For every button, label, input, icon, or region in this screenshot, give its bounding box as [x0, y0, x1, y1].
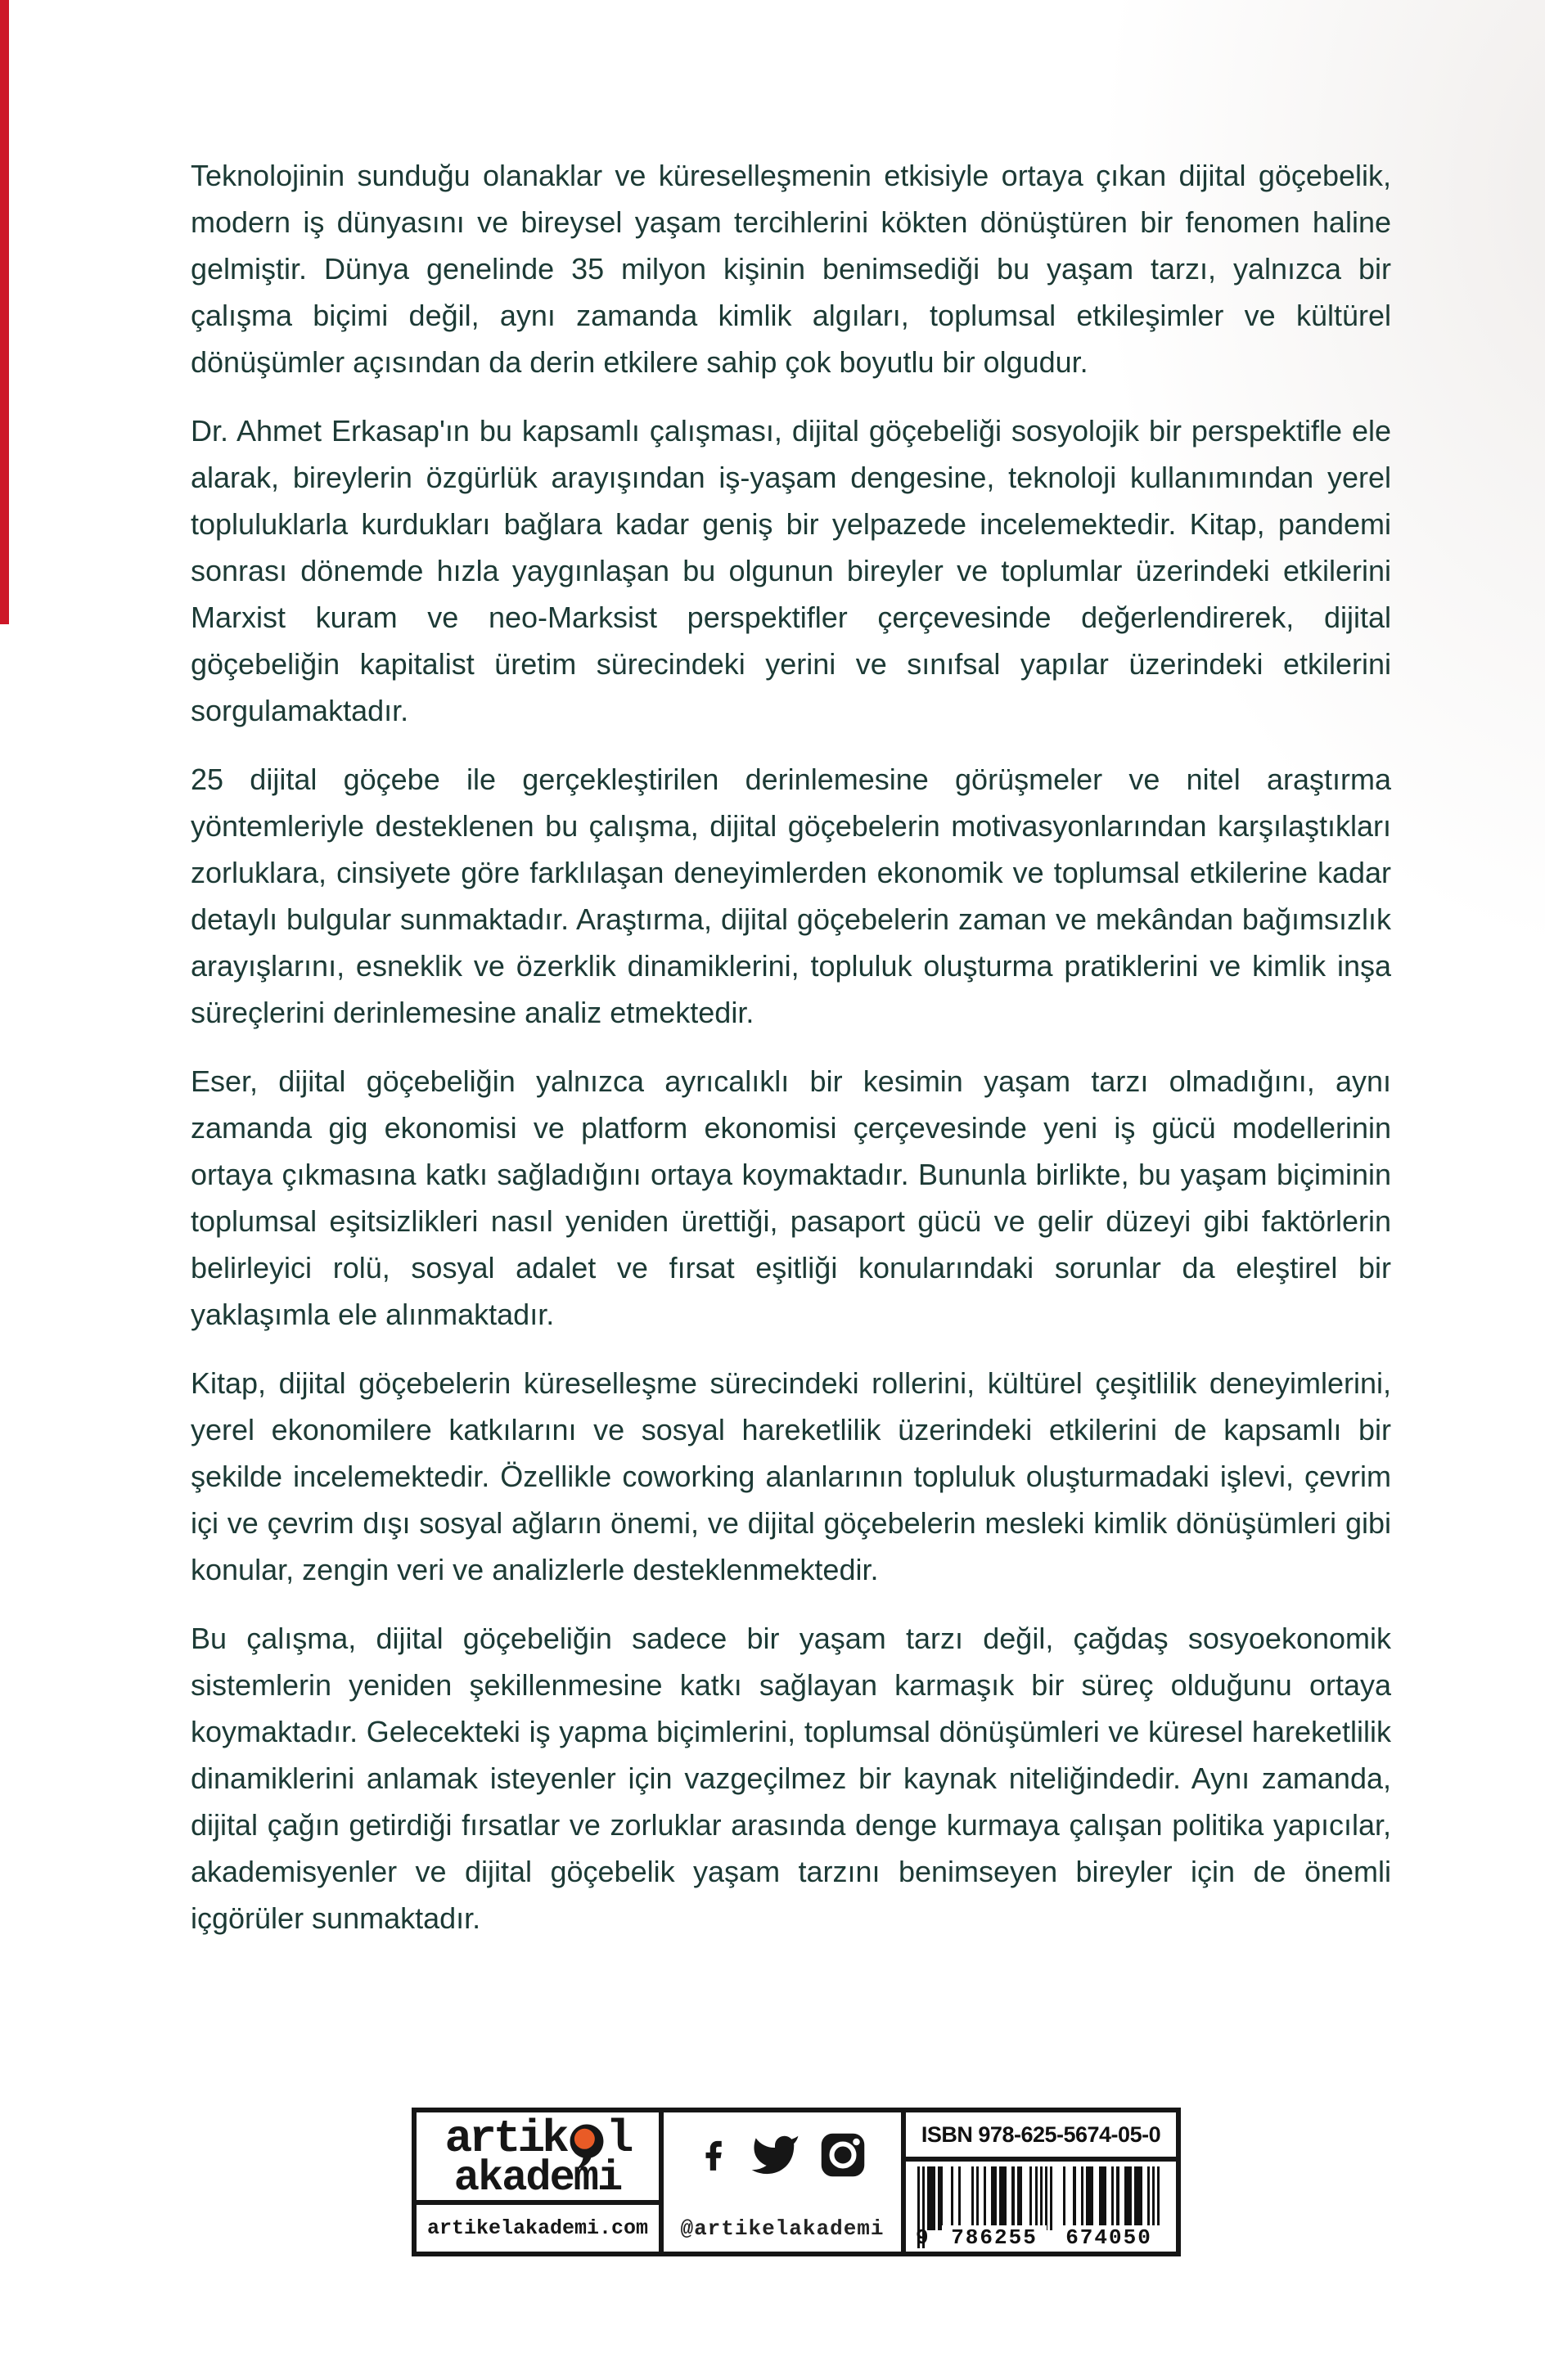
publisher-logo-cell	[417, 2112, 659, 2252]
social-media-cell	[659, 2112, 901, 2252]
spine-accent-strip	[0, 0, 9, 624]
paragraph-gig-economy: Eser, dijital göçebeliğin yalnızca ayrıcalıklı bir kesimin yaşam tarzı olmadığını, aynı zamanda gig ekonomisi ve platform ekonomisi çerçevesinde yeni iş gücü modellerinin ortaya çıkmasına katkı sağladığını ortaya koymaktadır. Bununla birlikte, bu yaşam biçiminin toplumsal eşitsizlikleri nasıl yeniden ürettiği, pasaport gücü ve gelir düzeyi gibi faktörlerin belirleyici rolü, sosyal adalet ve fırsat eşitliği konularındaki sorunlar da eleştirel bir yaklaşımla ele alınmaktadır.	[191, 1064, 1391, 1331]
barcode-digit-9: 9	[916, 2225, 929, 2250]
barcode-digits-right: 674050	[1056, 2225, 1161, 2250]
paragraph-author-study: Dr. Ahmet Erkasap'ın bu kapsamlı çalışması, dijital göçebeliği sosyolojik bir perspektifle ele alarak, bireylerin özgürlük arayışından iş-yaşam dengesine, teknoloji kullanımından yerel topluluklarla kurdukları bağlara kadar geniş bir yelpazede incelemektedir. Kitap, pandemi sonrası dönemde hızla yaygınlaşan bu olgunun bireyler ve toplumlar üzerindeki etkilerini Marxist kuram ve neo-Marksist perspektifler çerçevesinde değerlendirerek, dijital göçebeliğin kapitalist üretim sürecindeki yerini ve sınıfsal yapılar üzerindeki etkilerini sorgulamaktadır.	[191, 414, 1391, 727]
ean13-barcode	[906, 2162, 1176, 2252]
logo-line-artikel	[444, 2112, 631, 2165]
paragraph-intro: Teknolojinin sunduğu olanaklar ve küreselleşmenin etkisiyle ortaya çıkan dijital göçebelik, modern iş dünyasını ve bireysel yaşam tercihlerini kökten dönüştüren bir fenomen haline gelmiştir. Dünya genelinde 35 milyon kişinin benimsediği bu yaşam tarzı, yalnızca bir çalışma biçimi değil, aynı zamanda kimlik algıları, toplumsal etkileşimler ve kültürel dönüşümler açısından da derin etkilere sahip çok boyutlu bir olgudur.	[191, 159, 1391, 379]
paragraph-globalization: Kitap, dijital göçebelerin küreselleşme sürecindeki rollerini, kültürel çeşitlilik deneyimlerini, yerel ekonomilere katkılarını ve sosyal hareketlilik üzerindeki etkilerini de kapsamlı bir şekilde incelemektedir. Özellikle coworking alanlarının topluluk oluşturmadaki işlevi, çevrim içi ve çevrim dışı sosyal ağların önemi, ve dijital göçebelerin mesleki kimlik dönüşümleri gibi konular, zengin veri ve analizlerle desteklenmektedir.	[191, 1366, 1391, 1586]
back-cover-text	[191, 152, 1391, 1964]
social-icons-row	[664, 2127, 901, 2183]
barcode-digits	[917, 2225, 1160, 2250]
logo-text-artik: artik	[444, 2112, 566, 2165]
paragraph-conclusion: Bu çalışma, dijital göçebeliğin sadece bir yaşam tarzı değil, çağdaş sosyoekonomik sistemlerin yeniden şekillenmesine katkı sağlayan karmaşık bir süreç olduğunu ortaya koymaktadır. Gelecekteki iş yapma biçimlerini, toplumsal dönüşümleri ve küresel hareketlilik dinamiklerini anlamak isteyenler için vazgeçilmez bir kaynak niteliğindedir. Aynı zamanda, dijital çağın getirdiği fırsatlar ve zorluklar arasında denge kurmaya çalışan politika yapıcılar, akademisyenler ve dijital göçebelik yaşam tarzını benimseyen bireyler için de önemli içgörüler sunmaktadır.	[191, 1622, 1391, 1935]
barcode-digits-left: 786255	[942, 2225, 1047, 2250]
facebook-icon	[697, 2127, 732, 2183]
publisher-footer-block	[412, 2108, 1181, 2256]
twitter-icon	[748, 2130, 802, 2180]
social-handle: @artikelakademi	[680, 2216, 885, 2241]
logo-text-l: l	[606, 2112, 631, 2165]
isbn-label: ISBN 978-625-5674-05-0	[906, 2112, 1176, 2162]
publisher-logo	[417, 2112, 659, 2200]
logo-text-akademi: akademi	[453, 2153, 622, 2202]
isbn-cell	[901, 2112, 1176, 2252]
paragraph-research: 25 dijital göçebe ile gerçekleştirilen derinlemesine görüşmeler ve nitel araştırma yöntemleriyle desteklenen bu çalışma, dijital göçebelerin motivasyonlarından karşılaştıkları zorluklara, cinsiyete göre farklılaşan deneyimlerden ekonomik ve toplumsal etkilerine kadar detaylı bulgular sunmaktadır. Araştırma, dijital göçebelerin zaman ve mekândan bağımsızlık arayışlarını, esneklik ve özerklik dinamiklerini, topluluk oluşturma pratiklerini ve kimlik inşa süreçlerini derinlemesine analiz etmektedir.	[191, 763, 1391, 1029]
instagram-icon	[818, 2130, 867, 2180]
publisher-website: artikelakademi.com	[417, 2200, 659, 2252]
